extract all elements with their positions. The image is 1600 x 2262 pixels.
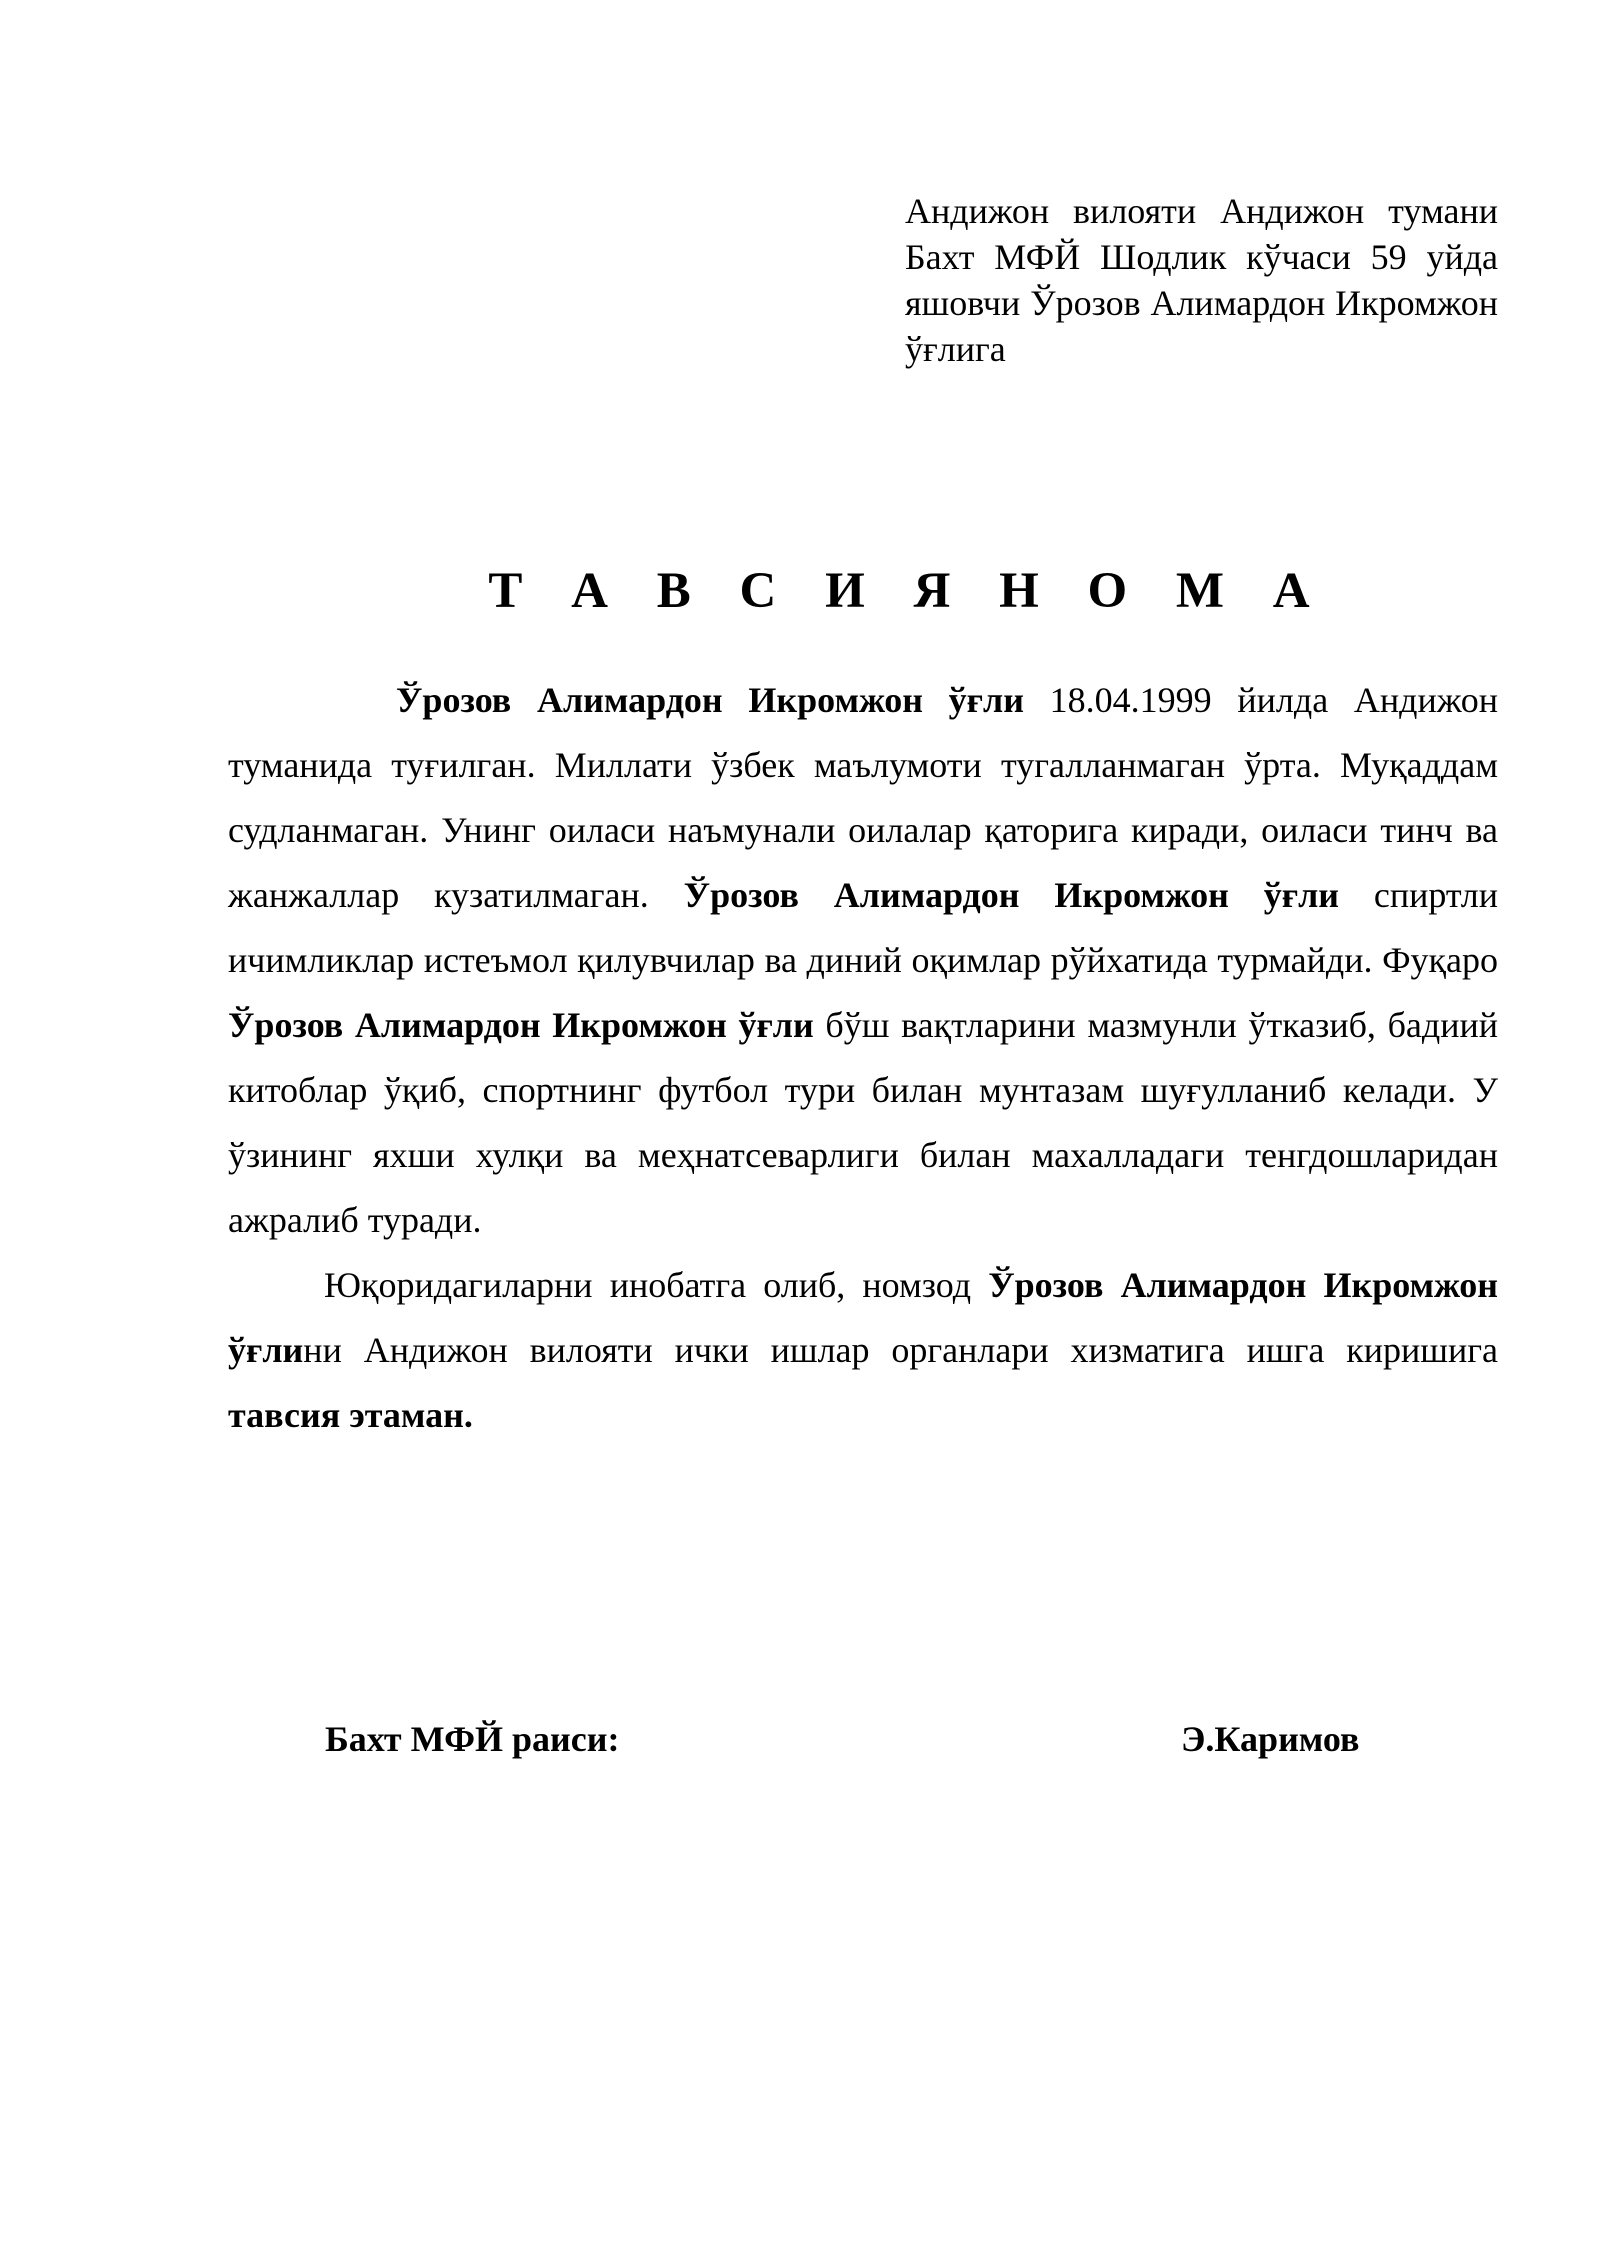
candidate-name: Ўрозов Алимардон Икромжон ўғли xyxy=(683,875,1340,915)
signatory-name: Э.Каримов xyxy=(1181,1719,1360,1759)
recommendation-phrase: тавсия этаман. xyxy=(228,1395,473,1435)
body-paragraph-2 xyxy=(228,1253,1498,1448)
recipient-address: Андижон вилояти Андижон тумани Бахт МФЙ Шодлик кўчаси 59 уйда яшовчи Ўрозов Алимардон Икромжон ўғлига xyxy=(905,191,1498,369)
candidate-name: Ўрозов Алимардон Икромжон ўғли xyxy=(396,680,1024,720)
paragraph-text: бўш вақтларини мазмунли ўтказиб, бадиий китоблар ўқиб, спортнинг футбол тури билан мунтазам шуғулланиб келади. У ўзининг яхши хулқи ва меҳнатсеварлиги билан махалладаги тенгдошларидан ажралиб туради. xyxy=(228,1005,1498,1240)
candidate-name: Ўрозов Алимардон Икромжон ўғли xyxy=(228,1265,1499,1370)
document-body xyxy=(228,668,1498,1448)
paragraph-text: спиртли ичимликлар истеъмол қилувчилар ва диний оқимлар рўйхатида турмайди. Фуқаро xyxy=(228,875,1498,980)
document-title: Т А В С И Я Н О М А xyxy=(488,563,1328,619)
signatory-position: Бахт МФЙ раиси: xyxy=(325,1719,620,1759)
paragraph-text: 18.04.1999 йилда Андижон туманида туғилган. Миллати ўзбек маълумоти тугалланмаган ўрта. Муқаддам судланмаган. Унинг оиласи наъмунали оилалар қаторига киради, оиласи тинч ва жанжаллар кузатилмаган. xyxy=(228,680,1498,915)
paragraph-text: Юқоридагиларни инобатга олиб, номзод xyxy=(324,1265,989,1305)
candidate-name: Ўрозов Алимардон Икромжон ўғли xyxy=(228,1005,814,1045)
body-paragraph-1 xyxy=(228,668,1498,1253)
paragraph-text: ни Андижон вилояти ички ишлар органлари хизматига ишга киришига xyxy=(303,1330,1498,1370)
